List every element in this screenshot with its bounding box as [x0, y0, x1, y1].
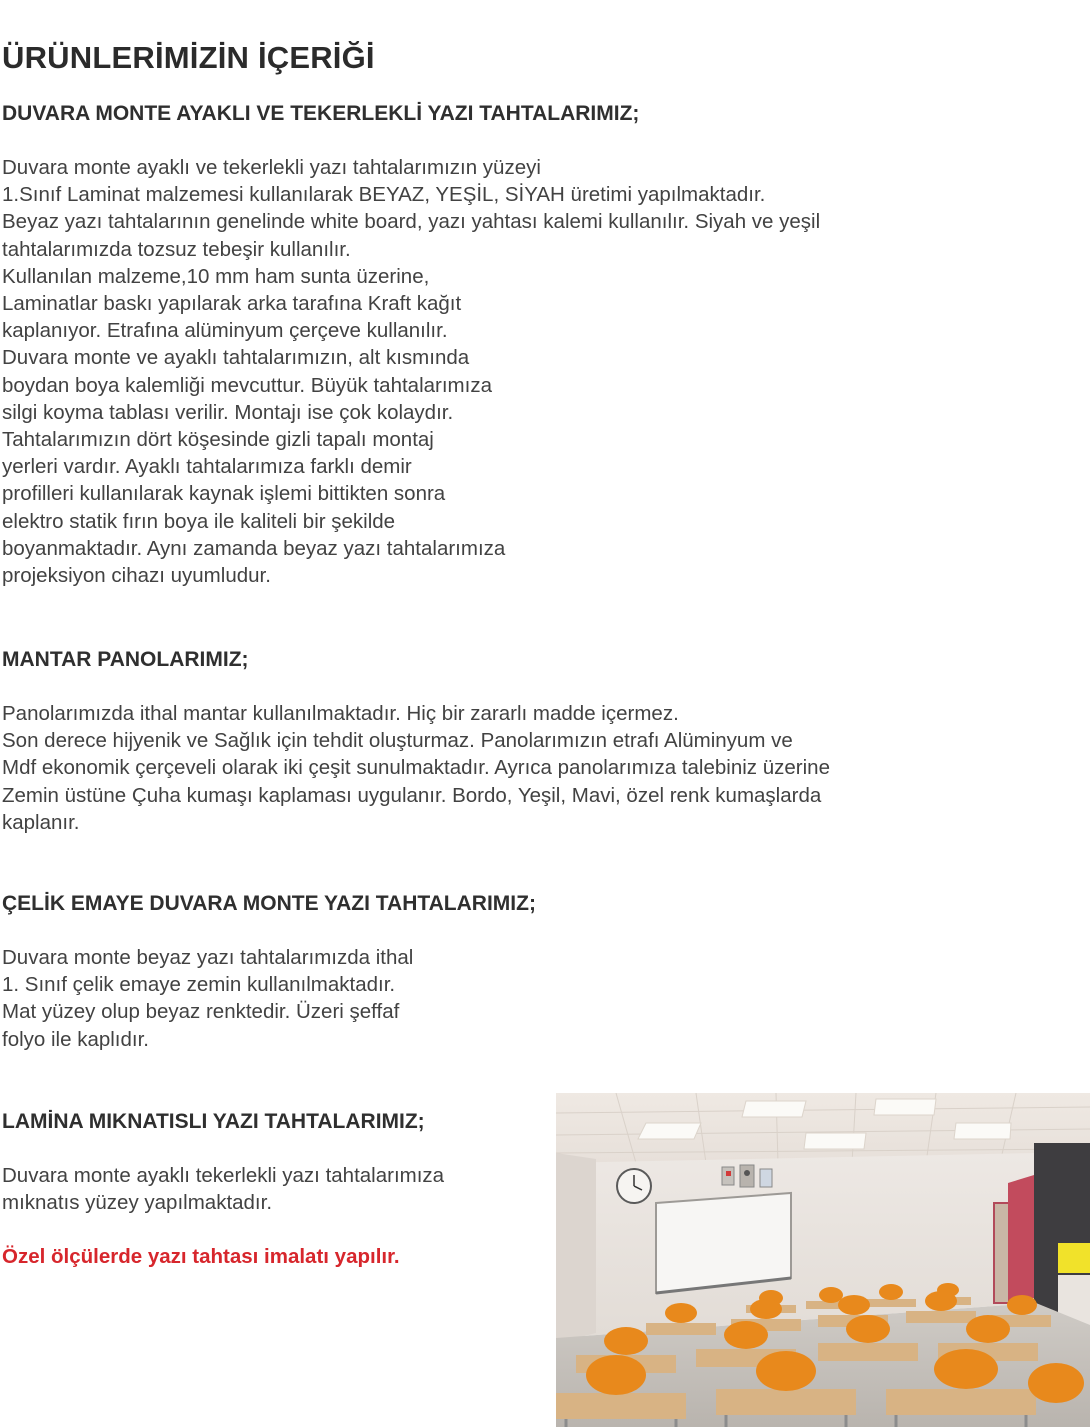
section-body-lamina-miknatisli	[2, 1162, 444, 1216]
classroom-photo	[556, 1093, 1090, 1427]
text-line: Duvara monte ve ayaklı tahtalarımızın, alt kısmında	[2, 346, 470, 370]
text-line: Duvara monte ayaklı ve tekerlekli yazı tahtalarımızın yüzeyi	[2, 156, 541, 179]
section-heading-mantar-panolar: MANTAR PANOLARIMIZ;	[2, 648, 249, 671]
text-line: Son derece hijyenik ve Sağlık için tehdit oluşturmaz. Panolarımızın etrafı Alüminyum ve	[2, 729, 793, 753]
text-line: 1.Sınıf Laminat malzemesi kullanılarak BEYAZ, YEŞİL, SİYAH üretimi yapılmaktadır.	[2, 183, 766, 207]
section-body-duvara-monte	[2, 154, 820, 589]
text-line: kaplanıyor. Etrafına alüminyum çerçeve kullanılır.	[2, 319, 448, 343]
text-line: projeksiyon cihazı uyumludur.	[2, 564, 271, 588]
text-line: silgi koyma tablası verilir. Montajı ise çok kolaydır.	[2, 400, 454, 424]
text-line: Mat yüzey olup beyaz renktedir. Üzeri şeffaf	[2, 1000, 400, 1024]
text-line: boydan boya kalemliği mevcuttur. Büyük tahtalarımıza	[2, 373, 492, 397]
text-line: kaplanır.	[2, 810, 80, 834]
page-title: ÜRÜNLERİMİZİN İÇERİĞİ	[2, 40, 375, 75]
section-heading-lamina-miknatisli: LAMİNA MIKNATISLI YAZI TAHTALARIMIZ;	[2, 1110, 425, 1133]
section-body-celik-emaye	[2, 944, 413, 1053]
text-line: folyo ile kaplıdır.	[2, 1027, 149, 1051]
custom-size-note: Özel ölçülerde yazı tahtası imalatı yapılır.	[2, 1245, 400, 1268]
text-line: Panolarımızda ithal mantar kullanılmaktadır. Hiç bir zararlı madde içermez.	[2, 702, 679, 725]
section-body-mantar-panolar	[2, 700, 830, 836]
text-line: Beyaz yazı tahtalarının genelinde white board, yazı yahtası kalemi kullanılır. Siyah ve yeşil	[2, 210, 821, 234]
text-line: Duvara monte beyaz yazı tahtalarımızda ithal	[2, 946, 414, 969]
text-line: mıknatıs yüzey yapılmaktadır.	[2, 1191, 273, 1215]
text-line: tahtalarımızda tozsuz tebeşir kullanılır.	[2, 237, 351, 261]
text-line: Tahtalarımızın dört köşesinde gizli tapalı montaj	[2, 428, 434, 452]
text-line: Duvara monte ayaklı tekerlekli yazı tahtalarımıza	[2, 1164, 445, 1187]
text-line: Laminatlar baskı yapılarak arka tarafına Kraft kağıt	[2, 292, 462, 316]
text-line: Mdf ekonomik çerçeveli olarak iki çeşit sunulmaktadır. Ayrıca panolarımıza talebiniz üzerine	[2, 756, 830, 780]
text-line: boyanmaktadır. Aynı zamanda beyaz yazı tahtalarımıza	[2, 536, 506, 560]
text-line: 1. Sınıf çelik emaye zemin kullanılmaktadır.	[2, 973, 396, 997]
text-line: Kullanılan malzeme,10 mm ham sunta üzerine,	[2, 264, 430, 288]
text-line: profilleri kullanılarak kaynak işlemi bittikten sonra	[2, 482, 446, 506]
text-line: Zemin üstüne Çuha kumaşı kaplaması uygulanır. Bordo, Yeşil, Mavi, özel renk kumaşlarda	[2, 783, 822, 807]
section-heading-duvara-monte: DUVARA MONTE AYAKLI VE TEKERLEKLİ YAZI TAHTALARIMIZ;	[2, 102, 640, 125]
text-line: elektro statik fırın boya ile kaliteli bir şekilde	[2, 509, 396, 533]
text-line: yerleri vardır. Ayaklı tahtalarımıza farklı demir	[2, 455, 412, 479]
section-heading-celik-emaye: ÇELİK EMAYE DUVARA MONTE YAZI TAHTALARIMIZ;	[2, 892, 536, 915]
